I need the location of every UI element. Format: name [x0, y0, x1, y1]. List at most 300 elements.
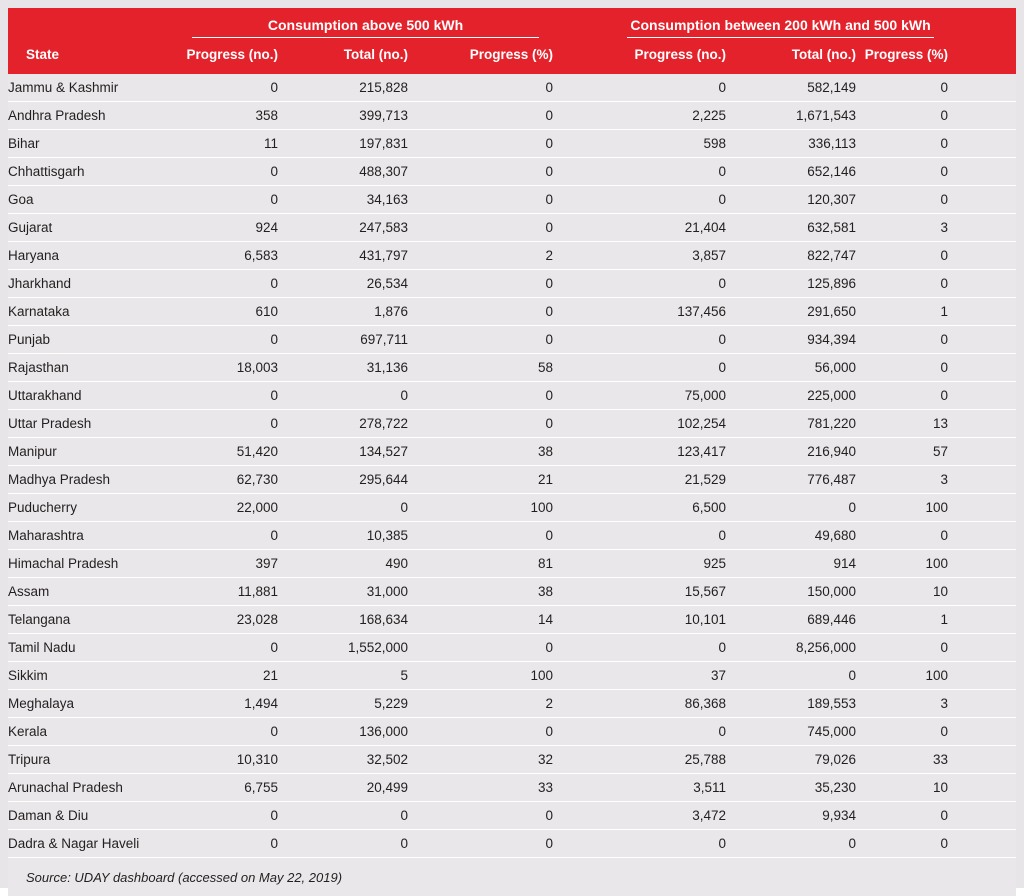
table-body: [8, 74, 1016, 858]
cell-progress-no-1: 18,003: [178, 354, 278, 382]
cell-total-no-1: 32,502: [278, 746, 408, 774]
cell-total-no-1: 399,713: [278, 102, 408, 130]
cell-progress-no-1: 11: [178, 130, 278, 158]
table-row: [8, 494, 1016, 522]
cell-right-pad: [948, 298, 1016, 326]
cell-total-no-1: 488,307: [278, 158, 408, 186]
cell-right-pad: [948, 718, 1016, 746]
group-header-spacer: [8, 8, 178, 38]
cell-progress-pct-2: 0: [856, 74, 948, 102]
cell-progress-pct-2: 57: [856, 438, 948, 466]
cell-progress-pct-2: 0: [856, 326, 948, 354]
table-row: [8, 550, 1016, 578]
source-note: Source: UDAY dashboard (accessed on May 22, 2019): [8, 858, 1016, 896]
cell-progress-no-2: 75,000: [613, 382, 726, 410]
cell-progress-pct-1: 0: [408, 214, 553, 242]
cell-total-no-2: 49,680: [726, 522, 856, 550]
cell-gap: [553, 802, 613, 830]
cell-right-pad: [948, 578, 1016, 606]
cell-state: Sikkim: [8, 662, 178, 690]
cell-progress-pct-2: 100: [856, 494, 948, 522]
cell-right-pad: [948, 214, 1016, 242]
cell-progress-no-2: 86,368: [613, 690, 726, 718]
cell-gap: [553, 774, 613, 802]
cell-state: Andhra Pradesh: [8, 102, 178, 130]
cell-progress-pct-1: 0: [408, 802, 553, 830]
cell-progress-no-1: 10,310: [178, 746, 278, 774]
cell-gap: [553, 102, 613, 130]
cell-right-pad: [948, 102, 1016, 130]
cell-state: Goa: [8, 186, 178, 214]
cell-progress-no-2: 0: [613, 74, 726, 102]
cell-progress-pct-2: 10: [856, 774, 948, 802]
table-row: [8, 690, 1016, 718]
cell-progress-no-1: 0: [178, 410, 278, 438]
cell-right-pad: [948, 494, 1016, 522]
cell-progress-pct-1: 38: [408, 578, 553, 606]
column-header-progress-pct-1: Progress (%): [408, 38, 553, 74]
column-header-progress-pct-2: Progress (%): [856, 38, 948, 74]
cell-total-no-2: 189,553: [726, 690, 856, 718]
cell-right-pad: [948, 522, 1016, 550]
cell-progress-pct-1: 33: [408, 774, 553, 802]
cell-total-no-1: 34,163: [278, 186, 408, 214]
table-row: [8, 634, 1016, 662]
cell-right-pad: [948, 410, 1016, 438]
cell-state: Rajasthan: [8, 354, 178, 382]
cell-state: Puducherry: [8, 494, 178, 522]
cell-state: Telangana: [8, 606, 178, 634]
cell-progress-no-1: 11,881: [178, 578, 278, 606]
cell-right-pad: [948, 774, 1016, 802]
cell-total-no-2: 776,487: [726, 466, 856, 494]
cell-progress-no-2: 0: [613, 326, 726, 354]
cell-gap: [553, 326, 613, 354]
cell-progress-pct-1: 81: [408, 550, 553, 578]
cell-total-no-2: 79,026: [726, 746, 856, 774]
cell-progress-pct-2: 100: [856, 662, 948, 690]
cell-state: Manipur: [8, 438, 178, 466]
table-row: [8, 606, 1016, 634]
cell-gap: [553, 298, 613, 326]
cell-total-no-1: 10,385: [278, 522, 408, 550]
cell-progress-pct-2: 3: [856, 214, 948, 242]
cell-progress-pct-2: 0: [856, 382, 948, 410]
cell-progress-no-2: 15,567: [613, 578, 726, 606]
cell-gap: [553, 270, 613, 298]
cell-total-no-2: 336,113: [726, 130, 856, 158]
cell-total-no-1: 134,527: [278, 438, 408, 466]
cell-progress-no-1: 62,730: [178, 466, 278, 494]
cell-gap: [553, 662, 613, 690]
cell-gap: [553, 74, 613, 102]
cell-progress-pct-2: 0: [856, 242, 948, 270]
cell-progress-no-1: 358: [178, 102, 278, 130]
cell-progress-no-2: 6,500: [613, 494, 726, 522]
cell-progress-no-2: 598: [613, 130, 726, 158]
cell-total-no-2: 822,747: [726, 242, 856, 270]
table-row: [8, 298, 1016, 326]
cell-progress-no-1: 6,583: [178, 242, 278, 270]
cell-state: Arunachal Pradesh: [8, 774, 178, 802]
column-header-total-no-2: Total (no.): [726, 38, 856, 74]
table-row: [8, 102, 1016, 130]
cell-progress-pct-2: 0: [856, 634, 948, 662]
cell-progress-pct-2: 0: [856, 802, 948, 830]
table-row: [8, 186, 1016, 214]
table-row: [8, 158, 1016, 186]
cell-progress-pct-1: 0: [408, 634, 553, 662]
cell-progress-pct-1: 0: [408, 830, 553, 858]
cell-progress-no-1: 6,755: [178, 774, 278, 802]
cell-right-pad: [948, 438, 1016, 466]
cell-progress-no-2: 0: [613, 186, 726, 214]
column-header-progress-no-2: Progress (no.): [613, 38, 726, 74]
cell-state: Jammu & Kashmir: [8, 74, 178, 102]
cell-progress-pct-1: 0: [408, 326, 553, 354]
cell-progress-no-1: 0: [178, 830, 278, 858]
cell-total-no-2: 582,149: [726, 74, 856, 102]
cell-right-pad: [948, 550, 1016, 578]
cell-progress-no-1: 0: [178, 74, 278, 102]
cell-total-no-1: 0: [278, 382, 408, 410]
cell-progress-no-1: 0: [178, 802, 278, 830]
cell-total-no-2: 0: [726, 830, 856, 858]
cell-progress-pct-2: 3: [856, 466, 948, 494]
cell-progress-pct-2: 0: [856, 270, 948, 298]
cell-progress-no-1: 0: [178, 382, 278, 410]
cell-gap: [553, 494, 613, 522]
cell-progress-pct-1: 38: [408, 438, 553, 466]
cell-total-no-2: 745,000: [726, 718, 856, 746]
cell-total-no-2: 225,000: [726, 382, 856, 410]
cell-state: Kerala: [8, 718, 178, 746]
cell-gap: [553, 130, 613, 158]
cell-state: Uttar Pradesh: [8, 410, 178, 438]
table-row: [8, 74, 1016, 102]
cell-progress-no-2: 37: [613, 662, 726, 690]
cell-gap: [553, 438, 613, 466]
column-header-gap: [553, 38, 613, 74]
cell-progress-pct-1: 0: [408, 158, 553, 186]
cell-right-pad: [948, 242, 1016, 270]
cell-state: Gujarat: [8, 214, 178, 242]
cell-state: Assam: [8, 578, 178, 606]
cell-progress-pct-2: 13: [856, 410, 948, 438]
cell-total-no-1: 0: [278, 830, 408, 858]
cell-progress-no-1: 0: [178, 186, 278, 214]
cell-progress-no-2: 3,472: [613, 802, 726, 830]
cell-progress-no-1: 1,494: [178, 690, 278, 718]
cell-progress-pct-1: 0: [408, 270, 553, 298]
cell-progress-no-1: 0: [178, 270, 278, 298]
cell-total-no-2: 781,220: [726, 410, 856, 438]
cell-total-no-2: 1,671,543: [726, 102, 856, 130]
cell-right-pad: [948, 130, 1016, 158]
cell-total-no-1: 0: [278, 494, 408, 522]
cell-right-pad: [948, 354, 1016, 382]
cell-total-no-1: 31,000: [278, 578, 408, 606]
cell-total-no-1: 26,534: [278, 270, 408, 298]
cell-progress-no-1: 397: [178, 550, 278, 578]
cell-state: Tamil Nadu: [8, 634, 178, 662]
cell-right-pad: [948, 830, 1016, 858]
table-row: [8, 662, 1016, 690]
cell-state: Bihar: [8, 130, 178, 158]
cell-state: Daman & Diu: [8, 802, 178, 830]
cell-progress-no-1: 21: [178, 662, 278, 690]
cell-progress-pct-2: 0: [856, 830, 948, 858]
table-row: [8, 438, 1016, 466]
cell-state: Punjab: [8, 326, 178, 354]
cell-total-no-2: 9,934: [726, 802, 856, 830]
cell-state: Chhattisgarh: [8, 158, 178, 186]
cell-progress-pct-1: 0: [408, 102, 553, 130]
cell-state: Himachal Pradesh: [8, 550, 178, 578]
cell-progress-pct-2: 0: [856, 718, 948, 746]
cell-total-no-2: 125,896: [726, 270, 856, 298]
cell-total-no-2: 150,000: [726, 578, 856, 606]
cell-total-no-2: 652,146: [726, 158, 856, 186]
cell-total-no-1: 197,831: [278, 130, 408, 158]
cell-total-no-1: 0: [278, 802, 408, 830]
cell-total-no-1: 247,583: [278, 214, 408, 242]
group-header-above-500-label: Consumption above 500 kWh: [192, 16, 539, 38]
table-row: [8, 802, 1016, 830]
cell-progress-no-2: 123,417: [613, 438, 726, 466]
cell-progress-pct-2: 0: [856, 186, 948, 214]
cell-right-pad: [948, 466, 1016, 494]
cell-total-no-1: 31,136: [278, 354, 408, 382]
cell-progress-no-2: 102,254: [613, 410, 726, 438]
cell-gap: [553, 214, 613, 242]
cell-right-pad: [948, 690, 1016, 718]
cell-progress-pct-1: 0: [408, 382, 553, 410]
cell-state: Madhya Pradesh: [8, 466, 178, 494]
cell-right-pad: [948, 634, 1016, 662]
cell-total-no-2: 0: [726, 662, 856, 690]
cell-progress-pct-2: 1: [856, 298, 948, 326]
cell-state: Meghalaya: [8, 690, 178, 718]
cell-right-pad: [948, 382, 1016, 410]
cell-total-no-2: 632,581: [726, 214, 856, 242]
table-row: [8, 326, 1016, 354]
cell-total-no-1: 136,000: [278, 718, 408, 746]
cell-total-no-1: 697,711: [278, 326, 408, 354]
cell-right-pad: [948, 270, 1016, 298]
cell-progress-pct-2: 0: [856, 354, 948, 382]
cell-progress-no-1: 22,000: [178, 494, 278, 522]
cell-right-pad: [948, 326, 1016, 354]
cell-gap: [553, 158, 613, 186]
cell-state: Jharkhand: [8, 270, 178, 298]
cell-gap: [553, 522, 613, 550]
cell-total-no-2: 934,394: [726, 326, 856, 354]
cell-state: Tripura: [8, 746, 178, 774]
cell-progress-no-2: 0: [613, 830, 726, 858]
cell-total-no-1: 215,828: [278, 74, 408, 102]
cell-progress-no-1: 610: [178, 298, 278, 326]
cell-progress-no-1: 51,420: [178, 438, 278, 466]
table-row: [8, 382, 1016, 410]
cell-progress-no-2: 21,404: [613, 214, 726, 242]
cell-gap: [553, 410, 613, 438]
consumption-progress-table: [8, 8, 1016, 896]
cell-progress-no-2: 0: [613, 634, 726, 662]
cell-right-pad: [948, 74, 1016, 102]
cell-right-pad: [948, 802, 1016, 830]
cell-total-no-1: 1,876: [278, 298, 408, 326]
cell-total-no-2: 0: [726, 494, 856, 522]
cell-gap: [553, 186, 613, 214]
cell-total-no-1: 431,797: [278, 242, 408, 270]
table-row: [8, 466, 1016, 494]
cell-total-no-1: 168,634: [278, 606, 408, 634]
cell-state: Maharashtra: [8, 522, 178, 550]
cell-gap: [553, 578, 613, 606]
cell-gap: [553, 718, 613, 746]
cell-progress-pct-1: 0: [408, 186, 553, 214]
cell-total-no-1: 1,552,000: [278, 634, 408, 662]
cell-progress-pct-1: 2: [408, 690, 553, 718]
table-row: [8, 410, 1016, 438]
cell-progress-no-2: 0: [613, 718, 726, 746]
table-row: [8, 270, 1016, 298]
cell-progress-pct-2: 10: [856, 578, 948, 606]
column-header-total-no-1: Total (no.): [278, 38, 408, 74]
table-row: [8, 522, 1016, 550]
table-row: [8, 130, 1016, 158]
cell-progress-no-1: 0: [178, 522, 278, 550]
cell-right-pad: [948, 158, 1016, 186]
group-header-gap: [553, 8, 613, 38]
cell-total-no-1: 490: [278, 550, 408, 578]
group-header-above-500: [178, 8, 553, 38]
cell-state: Haryana: [8, 242, 178, 270]
cell-progress-pct-1: 0: [408, 718, 553, 746]
cell-right-pad: [948, 662, 1016, 690]
table-row: [8, 578, 1016, 606]
cell-gap: [553, 830, 613, 858]
cell-progress-pct-2: 0: [856, 522, 948, 550]
cell-gap: [553, 634, 613, 662]
table-row: [8, 214, 1016, 242]
cell-gap: [553, 690, 613, 718]
group-header-200-to-500: [613, 8, 948, 38]
cell-progress-pct-1: 0: [408, 410, 553, 438]
cell-progress-no-1: 0: [178, 158, 278, 186]
cell-progress-pct-2: 0: [856, 102, 948, 130]
cell-progress-no-2: 0: [613, 270, 726, 298]
column-header-right-pad: [948, 38, 1016, 74]
cell-total-no-2: 35,230: [726, 774, 856, 802]
source-row: [8, 858, 1016, 896]
cell-progress-no-2: 25,788: [613, 746, 726, 774]
cell-right-pad: [948, 186, 1016, 214]
cell-total-no-2: 120,307: [726, 186, 856, 214]
cell-gap: [553, 382, 613, 410]
cell-right-pad: [948, 746, 1016, 774]
cell-progress-pct-1: 0: [408, 298, 553, 326]
cell-total-no-2: 291,650: [726, 298, 856, 326]
column-header-progress-no-1: Progress (no.): [178, 38, 278, 74]
cell-total-no-2: 216,940: [726, 438, 856, 466]
cell-state: Dadra & Nagar Haveli: [8, 830, 178, 858]
cell-progress-pct-2: 33: [856, 746, 948, 774]
cell-total-no-1: 20,499: [278, 774, 408, 802]
table-row: [8, 718, 1016, 746]
cell-total-no-2: 914: [726, 550, 856, 578]
table-header: [8, 8, 1016, 74]
cell-progress-no-2: 3,511: [613, 774, 726, 802]
cell-total-no-1: 278,722: [278, 410, 408, 438]
cell-progress-pct-1: 21: [408, 466, 553, 494]
cell-progress-pct-2: 1: [856, 606, 948, 634]
cell-gap: [553, 242, 613, 270]
table-footer: [8, 858, 1016, 896]
table-row: [8, 242, 1016, 270]
group-header-200-to-500-label: Consumption between 200 kWh and 500 kWh: [627, 16, 934, 38]
cell-progress-no-2: 10,101: [613, 606, 726, 634]
cell-progress-pct-1: 100: [408, 662, 553, 690]
cell-progress-no-1: 0: [178, 326, 278, 354]
cell-progress-pct-1: 100: [408, 494, 553, 522]
cell-progress-pct-1: 0: [408, 522, 553, 550]
cell-progress-no-2: 2,225: [613, 102, 726, 130]
cell-progress-no-2: 0: [613, 158, 726, 186]
group-header-right-pad: [948, 8, 1016, 38]
cell-progress-pct-2: 100: [856, 550, 948, 578]
cell-progress-pct-1: 2: [408, 242, 553, 270]
cell-gap: [553, 746, 613, 774]
cell-state: Uttarakhand: [8, 382, 178, 410]
table-row: [8, 830, 1016, 858]
cell-total-no-2: 8,256,000: [726, 634, 856, 662]
table-row: [8, 354, 1016, 382]
cell-state: Karnataka: [8, 298, 178, 326]
cell-progress-no-1: 23,028: [178, 606, 278, 634]
table-row: [8, 774, 1016, 802]
cell-progress-pct-1: 32: [408, 746, 553, 774]
cell-progress-pct-1: 0: [408, 74, 553, 102]
cell-total-no-2: 689,446: [726, 606, 856, 634]
cell-gap: [553, 466, 613, 494]
cell-total-no-1: 295,644: [278, 466, 408, 494]
cell-progress-no-2: 925: [613, 550, 726, 578]
cell-total-no-1: 5: [278, 662, 408, 690]
cell-progress-pct-2: 3: [856, 690, 948, 718]
group-header-row: [8, 8, 1016, 38]
cell-progress-no-1: 0: [178, 634, 278, 662]
cell-progress-pct-1: 58: [408, 354, 553, 382]
cell-progress-pct-1: 0: [408, 130, 553, 158]
column-header-state: State: [8, 38, 178, 74]
cell-gap: [553, 550, 613, 578]
cell-total-no-1: 5,229: [278, 690, 408, 718]
cell-progress-pct-2: 0: [856, 130, 948, 158]
table-row: [8, 746, 1016, 774]
cell-progress-no-2: 21,529: [613, 466, 726, 494]
column-header-row: [8, 38, 1016, 74]
cell-progress-no-1: 0: [178, 718, 278, 746]
cell-progress-no-2: 0: [613, 354, 726, 382]
cell-progress-no-1: 924: [178, 214, 278, 242]
cell-right-pad: [948, 606, 1016, 634]
cell-total-no-2: 56,000: [726, 354, 856, 382]
cell-progress-no-2: 137,456: [613, 298, 726, 326]
cell-progress-no-2: 3,857: [613, 242, 726, 270]
cell-gap: [553, 354, 613, 382]
